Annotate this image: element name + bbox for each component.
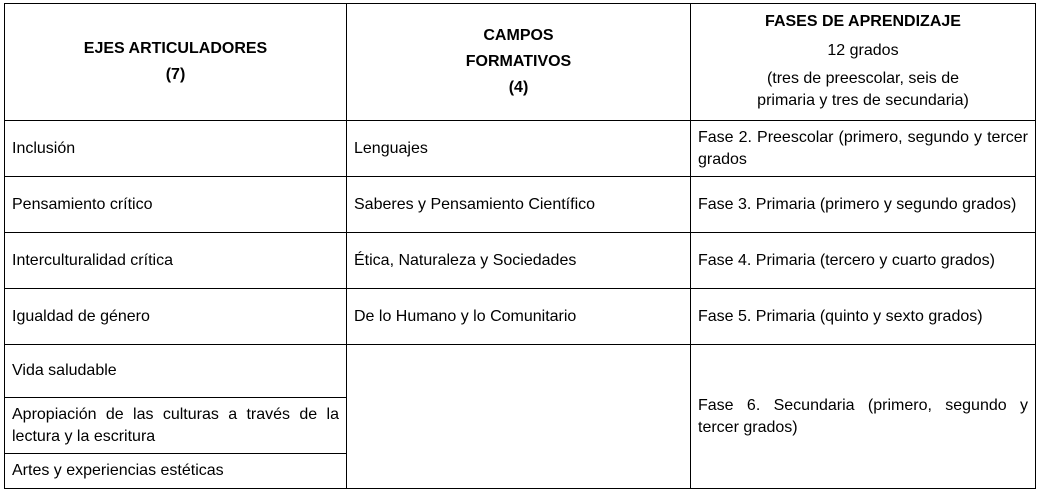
header-fases-subtitle: 12 grados — [827, 41, 899, 59]
eje-cell: Igualdad de género — [5, 289, 347, 345]
table-row — [5, 345, 1036, 398]
header-fases-title: FASES DE APRENDIZAJE — [765, 12, 961, 30]
campo-cell: De lo Humano y lo Comunitario — [347, 289, 691, 345]
table-row — [5, 177, 1036, 233]
eje-cell: Vida saludable — [5, 345, 347, 398]
fase-cell: Fase 4. Primaria (tercero y cuarto grados) — [691, 233, 1036, 289]
eje-cell: Pensamiento crítico — [5, 177, 347, 233]
table-row — [5, 289, 1036, 345]
fase-cell: Fase 3. Primaria (primero y segundo grados) — [691, 177, 1036, 233]
table-row — [5, 233, 1036, 289]
campo-empty-cell — [347, 345, 691, 489]
fase-cell: Fase 5. Primaria (quinto y sexto grados) — [691, 289, 1036, 345]
header-campos-title-line1: CAMPOS — [483, 27, 554, 44]
campo-cell: Lenguajes — [347, 121, 691, 177]
header-campos-count: (4) — [508, 79, 529, 96]
header-fases-description-line1: (tres de preescolar, seis de — [766, 69, 960, 87]
header-ejes-cell — [5, 4, 347, 121]
eje-cell: Inclusión — [5, 121, 347, 177]
header-ejes-count: (7) — [165, 66, 186, 83]
campo-cell: Ética, Naturaleza y Sociedades — [347, 233, 691, 289]
eje-cell: Artes y experiencias estéticas — [5, 454, 347, 489]
fase-cell: Fase 6. Secundaria (primero, segundo y tercer grados) — [691, 345, 1036, 489]
header-campos-title-line2: FORMATIVOS — [465, 53, 572, 70]
header-campos-cell — [347, 4, 691, 121]
fase-cell: Fase 2. Preescolar (primero, segundo y tercer grados — [691, 121, 1036, 177]
header-row — [5, 4, 1036, 121]
header-fases-description — [698, 68, 1028, 112]
eje-cell: Interculturalidad crítica — [5, 233, 347, 289]
eje-cell: Apropiación de las culturas a través de la lectura y la escritura — [5, 398, 347, 454]
header-ejes-title: EJES ARTICULADORES — [83, 40, 268, 57]
header-fases-cell — [691, 4, 1036, 121]
curriculum-table — [4, 3, 1036, 489]
campo-cell: Saberes y Pensamiento Científico — [347, 177, 691, 233]
table-row — [5, 121, 1036, 177]
header-fases-description-line2: primaria y tres de secundaria) — [757, 91, 969, 109]
